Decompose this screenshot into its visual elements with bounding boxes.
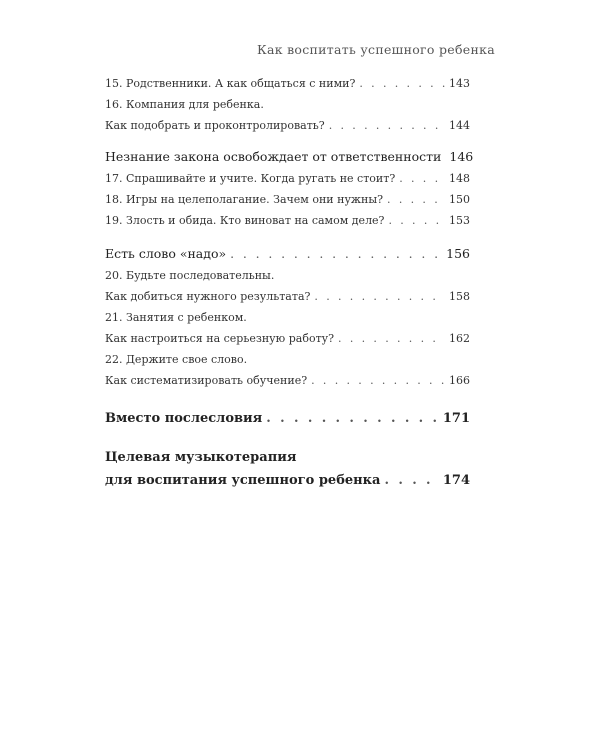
toc-music-therapy-line2[interactable] <box>105 469 470 492</box>
toc-chapter-title: Незнание закона освобождает от ответственности <box>105 149 442 164</box>
dot-leader <box>230 243 442 265</box>
running-header: Как воспитать успешного ребенка <box>256 42 495 57</box>
toc-page-number: 150 <box>449 193 470 206</box>
toc-entry-title: 21. Занятия с ребенком. <box>105 311 247 324</box>
toc-page-number: 162 <box>449 332 470 345</box>
toc-music-therapy-line1[interactable] <box>105 446 470 469</box>
toc-entry-title: Как систематизировать обучение? <box>105 374 308 387</box>
toc-chapter-neznanie-zakona[interactable] <box>105 146 474 168</box>
toc-entry-16-line1[interactable] <box>105 94 470 115</box>
toc-chapter-title: для воспитания успешного ребенка <box>105 473 381 488</box>
dot-leader <box>359 73 445 94</box>
dot-leader <box>329 115 445 136</box>
dot-leader <box>384 469 438 492</box>
toc-entry-title: 16. Компания для ребенка. <box>105 98 264 111</box>
dot-leader <box>266 407 439 430</box>
toc-afterword[interactable] <box>105 407 470 430</box>
dot-leader <box>311 370 445 391</box>
dot-leader <box>314 286 445 307</box>
toc-chapter-title: Целевая музыкотерапия <box>105 450 297 465</box>
toc-page-number: 166 <box>449 374 470 387</box>
toc-page-number: 148 <box>449 172 470 185</box>
toc-entry-title: 22. Держите свое слово. <box>105 353 248 366</box>
toc-entry-title: Как настроиться на серьезную работу? <box>105 332 335 345</box>
dot-leader <box>338 328 445 349</box>
toc-page-number: 143 <box>449 77 470 90</box>
toc-page-number: 144 <box>449 119 470 132</box>
toc-chapter-title: Вместо послесловия <box>105 411 263 426</box>
toc-entry-19[interactable] <box>105 210 470 231</box>
toc-chapter-est-slovo-nado[interactable] <box>105 243 470 265</box>
toc-entry-title: Как подобрать и проконтролировать? <box>105 119 325 132</box>
toc-entry-21-line2[interactable] <box>105 328 470 349</box>
toc-entry-21-line1[interactable] <box>105 307 470 328</box>
dot-leader <box>387 189 445 210</box>
toc-entry-22-line2[interactable] <box>105 370 470 391</box>
toc-page-number: 153 <box>449 214 470 227</box>
dot-leader <box>399 168 445 189</box>
dot-leader <box>388 210 445 231</box>
table-of-contents <box>105 73 474 492</box>
toc-chapter-title: Есть слово «надо» <box>105 246 227 261</box>
toc-entry-title: 18. Игры на целеполагание. Зачем они нужны? <box>105 193 384 206</box>
toc-entry-title: 20. Будьте последовательны. <box>105 269 275 282</box>
toc-entry-20-line1[interactable] <box>105 265 470 286</box>
toc-page-number: 146 <box>449 149 474 164</box>
toc-entry-17[interactable] <box>105 168 470 189</box>
toc-entry-title: 15. Родственники. А как общаться с ними? <box>105 77 356 90</box>
toc-entry-15[interactable] <box>105 73 470 94</box>
toc-entry-title: Как добиться нужного результата? <box>105 290 311 303</box>
toc-page-number: 158 <box>449 290 470 303</box>
toc-entry-title: 19. Злость и обида. Кто виноват на самом деле? <box>105 214 385 227</box>
toc-entry-20-line2[interactable] <box>105 286 470 307</box>
toc-entry-16-line2[interactable] <box>105 115 470 136</box>
toc-page-number: 174 <box>442 473 470 488</box>
toc-page-number: 156 <box>446 246 470 261</box>
toc-entry-18[interactable] <box>105 189 470 210</box>
toc-entry-22-line1[interactable] <box>105 349 470 370</box>
toc-entry-title: 17. Спрашивайте и учите. Когда ругать не стоит? <box>105 172 396 185</box>
toc-page-number: 171 <box>442 411 470 426</box>
